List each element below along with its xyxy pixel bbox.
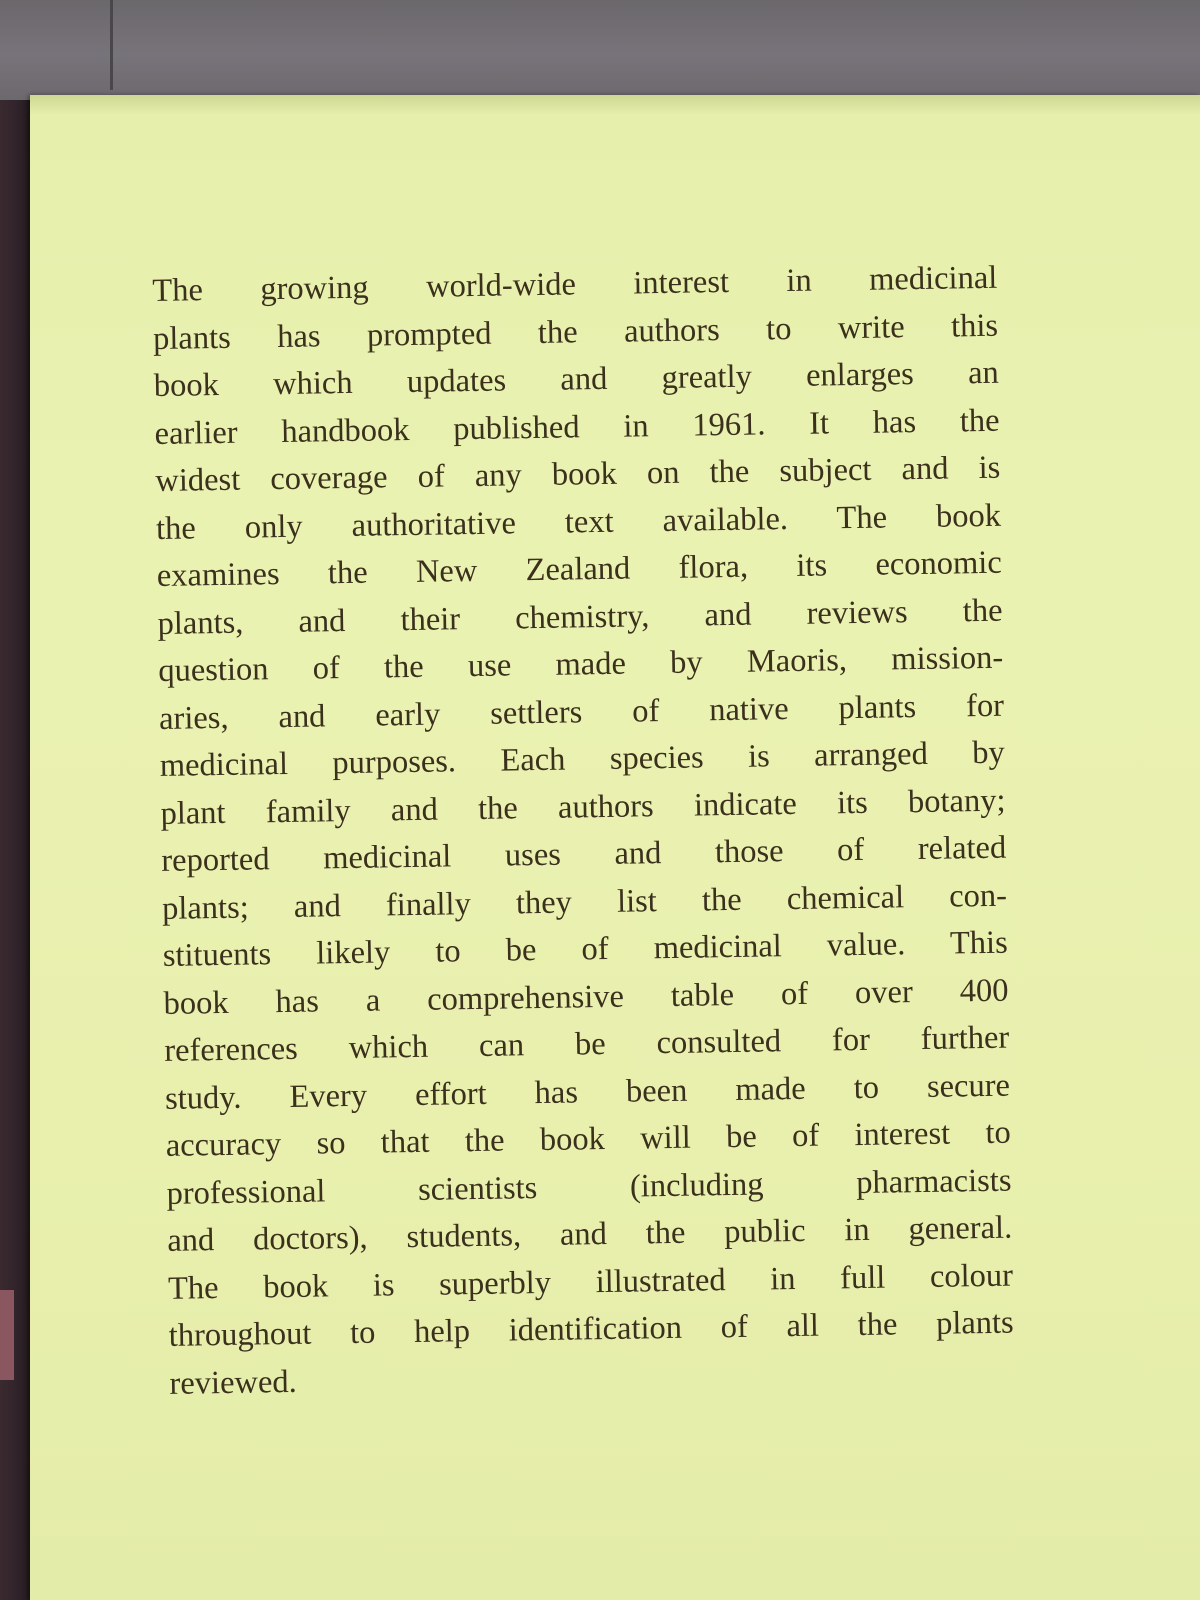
blurb-line: professional scientists (including pharmacists [166, 1162, 1012, 1212]
blurb-line: study. Every effort has been made to secure [164, 1067, 1011, 1117]
blurb-line: and doctors), students, and the public in general. [167, 1209, 1013, 1259]
blurb-line: plant family and the authors indicate its botany; [160, 782, 1006, 832]
background-seam [110, 0, 113, 90]
blurb-line: accuracy so that the book will be of interest to [165, 1114, 1011, 1164]
blurb-line: book which updates and greatly enlarges an [153, 354, 1000, 404]
blurb-line: book has a comprehensive table of over 400 [163, 972, 1009, 1022]
background-surface [0, 0, 1200, 110]
blurb-line: reported medicinal uses and those of related [161, 829, 1007, 879]
blurb-line: the only authoritative text available. The book [155, 497, 1002, 547]
blurb-line: references which can be consulted for further [164, 1019, 1010, 1069]
blurb-line: examines the New Zealand flora, its economic [156, 544, 1003, 594]
blurb-line: stituents likely to be of medicinal value. This [162, 924, 1008, 974]
blurb-line: throughout to help identification of all the plants [168, 1304, 1014, 1354]
blurb-line: The growing world-wide interest in medicinal [152, 259, 998, 309]
blurb-line: plants has prompted the authors to write this [152, 307, 999, 357]
blurb-line: plants; and finally they list the chemical con- [161, 877, 1008, 927]
blurb-line: The book is superbly illustrated in full colour [167, 1257, 1014, 1307]
blurb-line: aries, and early settlers of native plants for [158, 687, 1005, 737]
jacket-blurb [152, 255, 1015, 1408]
jacket-top-shadow [30, 95, 1200, 115]
blurb-line: widest coverage of any book on the subject and is [155, 449, 1001, 499]
blurb-line: plants, and their chemistry, and reviews the [157, 592, 1003, 642]
blurb-line: medicinal purposes. Each species is arranged by [159, 734, 1006, 784]
book-edge-accent [0, 1290, 14, 1380]
blurb-line: question of the use made by Maoris, mission- [158, 639, 1004, 689]
blurb-line: earlier handbook published in 1961. It has the [154, 402, 1000, 452]
blurb-line: reviewed. [169, 1363, 298, 1402]
